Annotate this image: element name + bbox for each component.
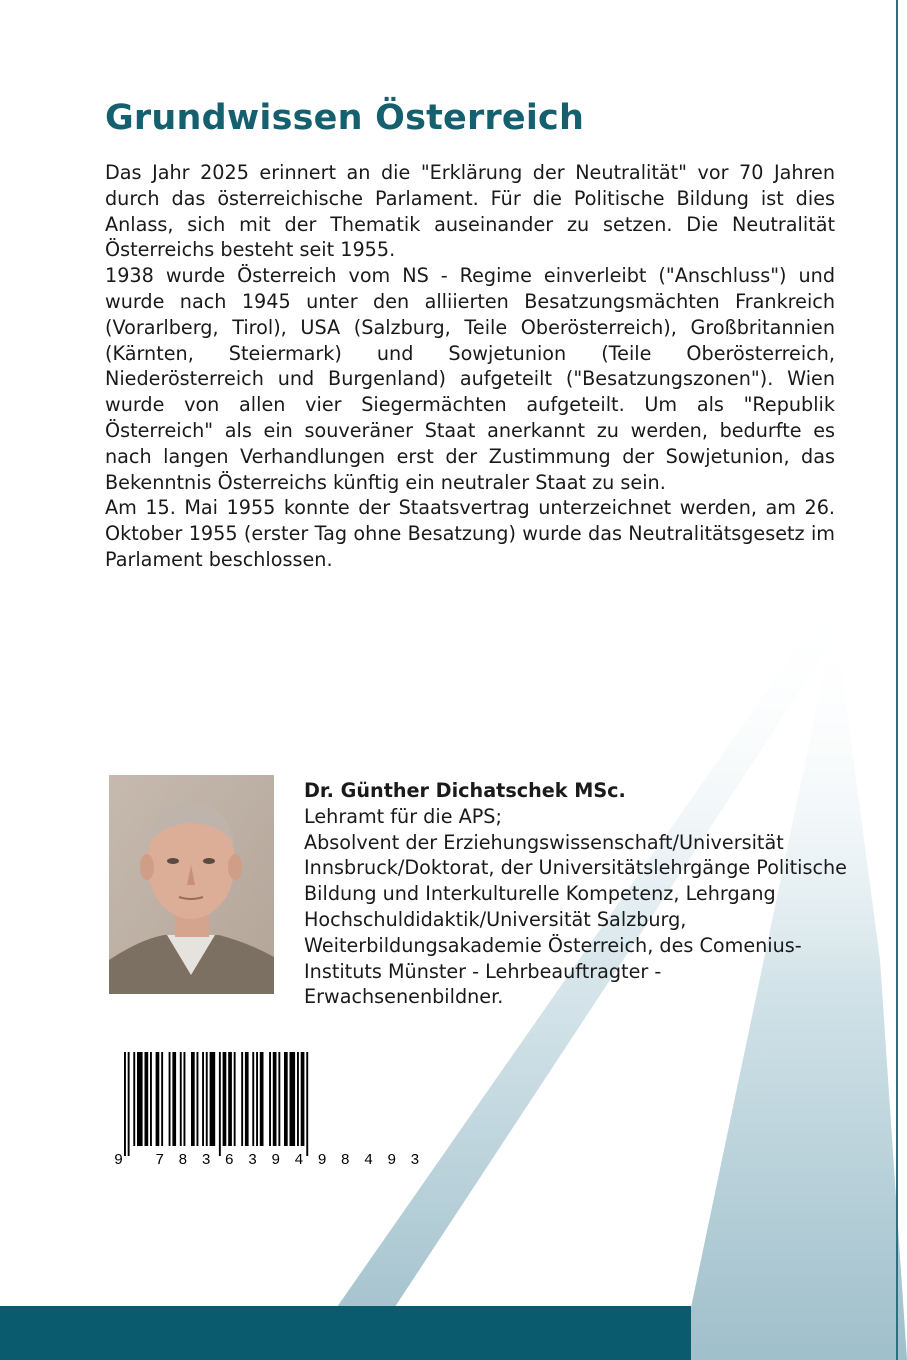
barcode-bar [137,1052,143,1146]
barcode-bar [269,1052,271,1146]
barcode-bar [278,1052,280,1146]
barcode-bar [228,1052,232,1146]
isbn-digit: 6 [224,1152,234,1168]
isbn-digit: 3 [410,1152,420,1168]
barcode-bar [301,1052,305,1146]
isbn-digit: 8 [340,1152,350,1168]
barcode-bar [206,1052,208,1146]
isbn-digit: 7 [155,1152,165,1168]
barcode-bar [245,1052,249,1146]
isbn-digit: 9 [271,1152,281,1168]
barcode-bar [150,1052,152,1146]
isbn-digit: 9 [387,1152,397,1168]
barcode-bar [260,1052,264,1146]
isbn-barcode [110,1046,432,1168]
author-bio: Lehramt für die APS; Absolvent der Erziehungswissenschaft/Universität Innsbruck/Doktorat, der Universitätslehrgänge Politische Bildung und Interkulturelle Kompetenz, Lehrgang Hochschuldidaktik/Universität Salzburg, Weiterbildungsakademie Österreich, des Comenius-Instituts Münster - Lehrbeauftragter - Erwachsenenbildner. [304,804,847,1009]
author-photo [109,775,274,994]
barcode-bar [252,1052,254,1146]
author-info [304,778,864,1010]
barcode-bar [169,1052,171,1146]
page-title: Grundwissen Österreich [105,98,585,138]
isbn-digit: 9 [114,1152,124,1168]
barcode-bar [256,1052,258,1146]
isbn-digit: 8 [178,1152,188,1168]
isbn-digit: 4 [364,1152,374,1168]
isbn-digit: 9 [317,1152,327,1168]
barcode-bar [197,1052,199,1146]
barcode-bar [191,1052,195,1146]
bottom-color-band [0,1306,691,1360]
author-name: Dr. Günther Dichatschek MSc. [304,779,626,802]
barcode-bar [241,1052,243,1146]
barcode-bar [161,1052,163,1146]
barcode-bar [180,1052,182,1146]
barcode-bar [145,1052,149,1146]
barcode-bar [284,1052,288,1146]
barcode-bar [172,1052,176,1146]
paragraph: Am 15. Mai 1955 konnte der Staatsvertrag unterzeichnet werden, am 26. Oktober 1955 (erster Tag ohne Besatzung) wurde das Neutralitätsgesetz im Parlament beschlossen. [105,496,835,571]
isbn-digit: 3 [248,1152,258,1168]
paragraph: 1938 wurde Österreich vom NS - Regime einverleibt ("Anschluss") und wurde nach 1945 unter den alliierten Besatzungsmächten Frankreich (Vorarlberg, Tirol), USA (Salzburg, Teile Oberösterreich), Großbritannien (Kärnten, Steiermark) und Sowjetunion (Teile Oberösterreich, Niederösterreich und Burgenland) aufgeteilt ("Besatzungszonen"). Wien wurde von allen vier Siegermächten aufgeteilt. Um als "Republik Österreich" als ein souveräner Staat anerkannt zu werden, bedurfte es nach langen Verhandlungen erst der Zustimmung der Sowjetunion, das Bekenntnis Österreichs künftig ein neutraler Staat zu sein. [105,264,835,494]
barcode-bar [297,1052,299,1146]
barcode-bar [202,1052,204,1146]
barcode-bar [223,1052,227,1146]
isbn-digit: 4 [294,1152,304,1168]
blurb-text [105,160,835,573]
barcode-bar [234,1052,236,1146]
barcode-bar [124,1052,126,1156]
barcode-bar [306,1052,308,1156]
barcode-bar [184,1052,186,1146]
barcode-bar [128,1052,130,1156]
barcode-bar [219,1052,221,1156]
isbn-digit: 3 [201,1152,211,1168]
right-edge-line [896,0,898,1360]
barcode-bar [273,1052,277,1146]
paragraph: Das Jahr 2025 erinnert an die "Erklärung der Neutralität" vor 70 Jahren durch das österreichische Parlament. Für die Politische Bildung ist dies Anlass, sich mit der Thematik auseinander zu setzen. Die Neutralität Österreichs besteht seit 1955. [105,161,835,262]
barcode-bar [290,1052,296,1146]
barcode-bar [156,1052,160,1146]
barcode-bar [210,1052,216,1146]
barcode-bar [133,1052,135,1146]
